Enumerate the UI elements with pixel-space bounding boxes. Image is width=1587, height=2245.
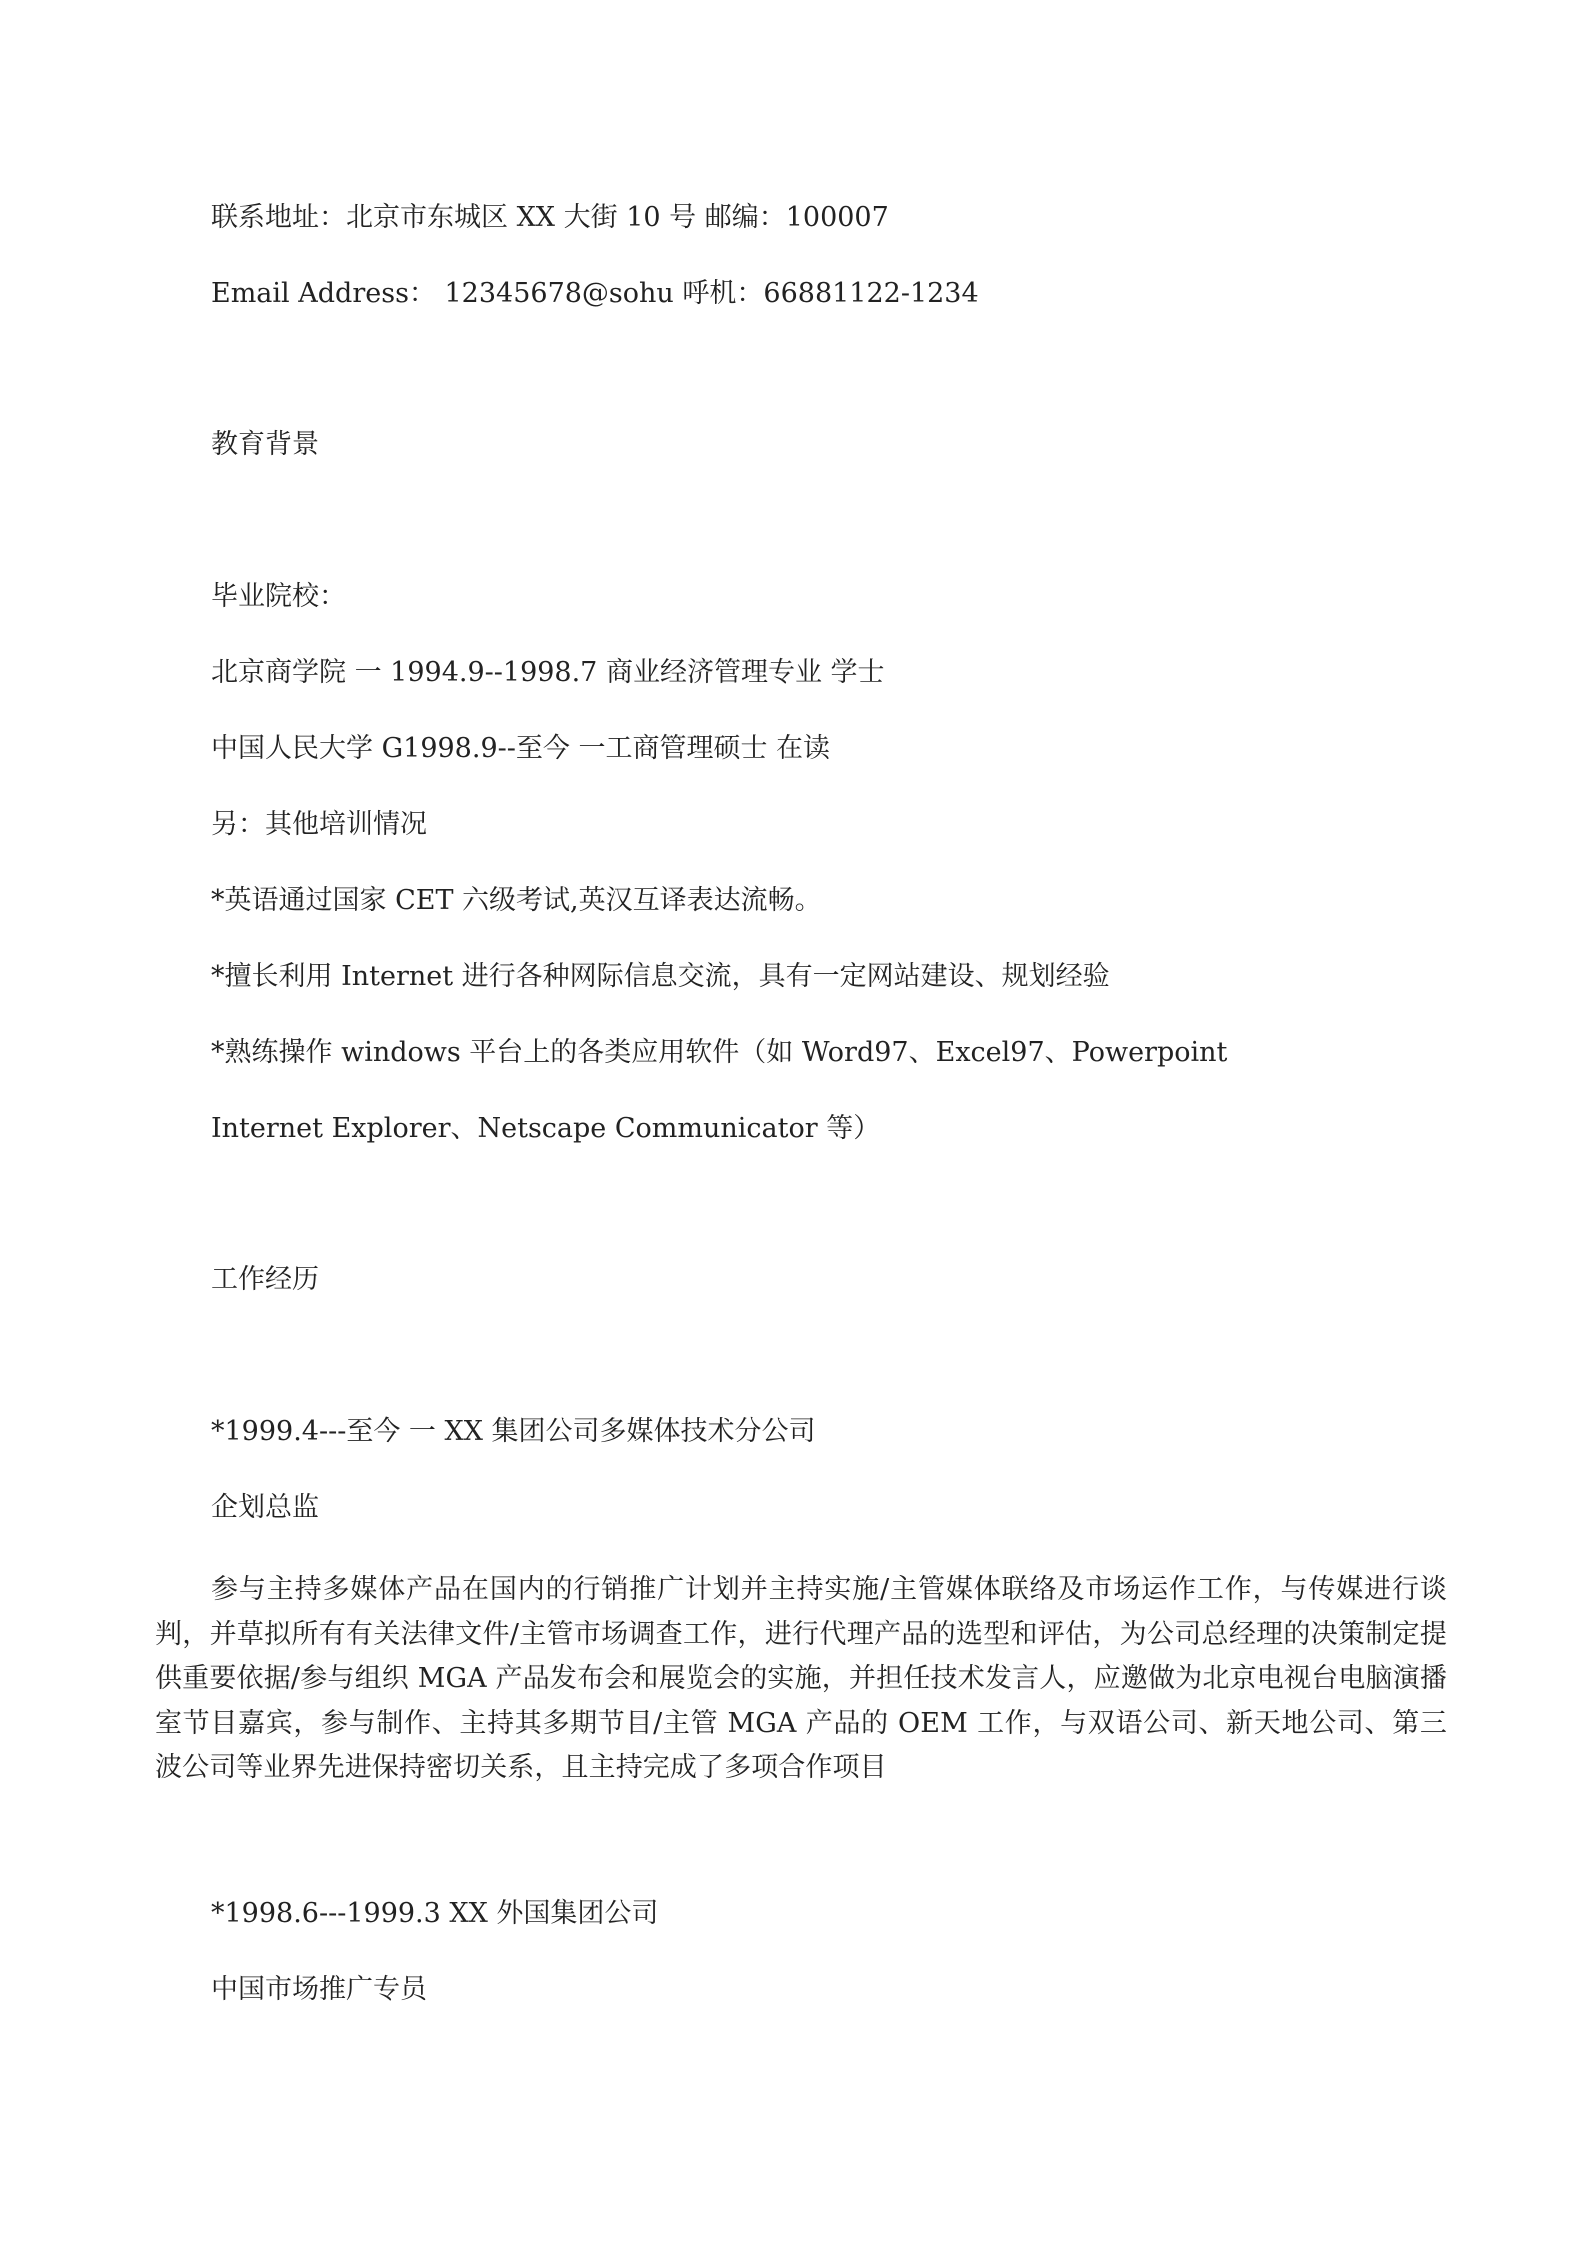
school-label: 毕业院校： (211, 581, 346, 612)
job-title: 中国市场推广专员 (211, 1974, 427, 2005)
contact-address: 联系地址：北京市东城区 XX 大街 10 号 邮编：100007 (211, 202, 889, 233)
contact-email: Email Address： 12345678@sohu 呼机：66881122-1234 (211, 278, 979, 309)
training-item: *熟练操作 windows 平台上的各类应用软件（如 Word97、Excel97、Powerpoint (211, 1037, 1228, 1068)
school-item: 中国人民大学 G1998.9--至今 一工商管理硕士 在读 (211, 733, 831, 764)
job-title: 企划总监 (211, 1492, 319, 1523)
training-item: *英语通过国家 CET 六级考试,英汉互译表达流畅。 (211, 885, 822, 916)
training-label: 另：其他培训情况 (211, 809, 427, 840)
training-item: *擅长利用 Internet 进行各种网际信息交流，具有一定网站建设、规划经验 (211, 961, 1110, 992)
job-period: *1998.6---1999.3 XX 外国集团公司 (211, 1898, 659, 1929)
school-item: 北京商学院 一 1994.9--1998.7 商业经济管理专业 学士 (211, 657, 885, 688)
education-heading: 教育背景 (211, 429, 319, 460)
job-description: 参与主持多媒体产品在国内的行销推广计划并主持实施/主管媒体联络及市场运作工作，与传媒进行谈判，并草拟所有有关法律文件/主管市场调查工作，进行代理产品的选型和评估，为公司总经理的决策制定提供重要依据/参与组织 MGA 产品发布会和展览会的实施，并担任技术发言人，应邀做为北京电视台电脑演播室节目嘉宾，参与制作、主持其多期节目/主管 MGA 产品的 OEM 工作，与双语公司、新天地公司、第三波公司等业界先进保持密切关系，且主持完成了多项合作项目 (155, 1574, 1447, 1783)
job-period: *1999.4---至今 一 XX 集团公司多媒体技术分公司 (211, 1416, 816, 1447)
work-heading: 工作经历 (211, 1264, 319, 1295)
training-item: Internet Explorer、Netscape Communicator 等） (211, 1113, 881, 1144)
